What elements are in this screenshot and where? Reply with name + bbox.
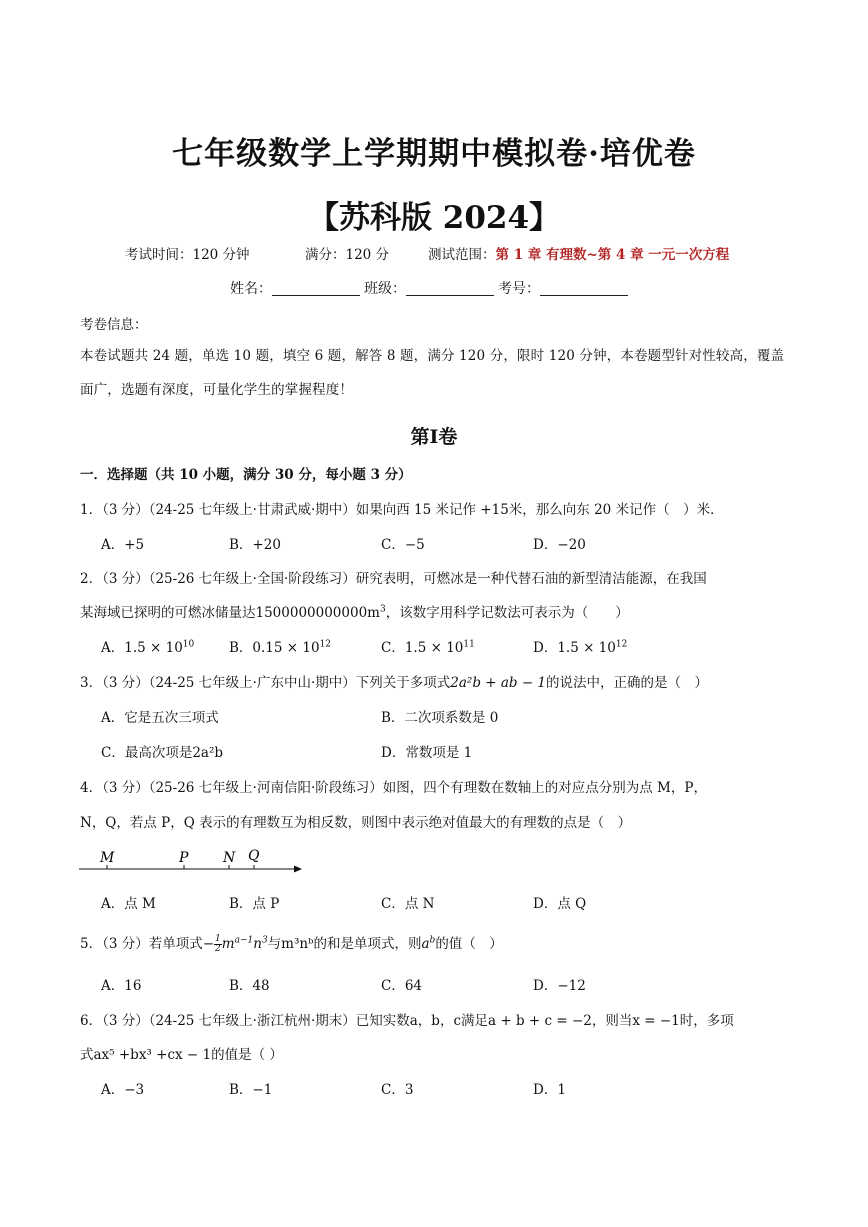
point-label-p: P — [179, 850, 189, 866]
section-heading: 一．选择题（共 10 小题，满分 30 分，每小题 3 分） — [80, 467, 412, 483]
question-3-stem: 3．（3 分）（24-25 七年级上·广东中山·期中）下列关于多项式2a²b + ab − 1的说法中，正确的是（ ） — [80, 675, 709, 691]
student-info-row — [230, 278, 632, 298]
name-field[interactable] — [272, 281, 360, 296]
name-label: 姓名： — [230, 281, 272, 297]
question-2-line1: 2．（3 分）（25-26 七年级上·全国·阶段练习）研究表明，可燃冰是一种代替石油的新型清洁能源，在我国 — [80, 571, 707, 587]
info-heading: 考卷信息： — [80, 317, 148, 333]
point-label-n: N — [223, 850, 236, 866]
q2-text-pre: 某海域已探明的可燃冰储量达1500000000000m — [80, 605, 380, 621]
question-6-line2: 式ax⁵ +bx³ +cx − 1的值是（ ） — [80, 1047, 283, 1063]
exam-range — [428, 243, 729, 263]
id-field[interactable] — [540, 281, 628, 296]
q5-option-c: C．64 — [381, 978, 423, 994]
point-label-m: M — [100, 850, 115, 866]
question-6-line1: 6．（3 分）（24-25 七年级上·浙江杭州·期末）已知实数a，b，c满足a + b + c = −2，则当x = −1时，多项 — [80, 1013, 734, 1029]
q3-option-c: C．最高次项是2a²b — [101, 745, 224, 761]
q4-option-d: D．点 Q — [533, 896, 587, 912]
q6-option-a: A．−3 — [101, 1082, 145, 1098]
q4-option-b: B．点 P — [229, 896, 280, 912]
q2-option-c: C．$1.5 \times 10^{11}$ — [381, 639, 475, 656]
q5-option-b: B．48 — [229, 978, 270, 994]
volume-heading: 第Ⅰ卷 — [410, 426, 458, 448]
page-title: 七年级数学上学期期中模拟卷·培优卷 — [172, 136, 696, 172]
class-field[interactable] — [406, 281, 494, 296]
number-line-arrow — [294, 866, 302, 873]
q3-option-a: A．它是五次三项式 — [101, 710, 219, 726]
exam-range-label: 测试范围： — [428, 247, 496, 263]
class-label: 班级： — [364, 281, 406, 297]
q5-option-d: D．−12 — [533, 978, 586, 994]
q3-option-d: D．常数项是 1 — [381, 745, 473, 761]
q2-option-a: A．$1.5 \times 10^{10}$ — [101, 639, 195, 656]
q6-option-c: C．3 — [381, 1082, 414, 1098]
q2-text-post: ，该数字用科学记数法可表示为（ ） — [385, 605, 629, 621]
q6-option-d: D．1 — [533, 1082, 566, 1098]
question-5-stem: 5．（3 分）若单项式− $\frac{1}{2}$ $m^{a-1}n^3$与m³nᵇ的和是单项式，则$a^b$的值（ ） — [80, 934, 503, 954]
q2-option-d: D．$1.5 \times 10^{12}$ — [533, 639, 628, 656]
exam-time: 考试时间：120 分钟 — [125, 247, 250, 263]
q1-option-a: A．+5 — [101, 537, 145, 553]
question-4-line2: N，Q，若点 P，Q 表示的有理数互为相反数，则图中表示绝对值最大的有理数的点是（ ） — [80, 815, 632, 831]
q5-power: $a^b$ — [421, 935, 436, 952]
number-line-figure — [76, 846, 308, 876]
q5-option-a: A．16 — [101, 978, 142, 994]
point-label-q: Q — [248, 848, 260, 864]
exam-score: 满分：120 分 — [305, 247, 390, 263]
q1-option-c: C．−5 — [381, 537, 425, 553]
q4-option-c: C．点 N — [381, 896, 435, 912]
page-subtitle: 【苏科版 2024】 — [307, 200, 561, 236]
question-1-stem: 1．（3 分）（24-25 七年级上·甘肃武威·期中）如果向西 15 米记作 +15米，那么向东 20 米记作（ ）米． — [80, 502, 724, 518]
question-4-line1: 4．（3 分）（25-26 七年级上·河南信阳·阶段练习）如图，四个有理数在数轴上的对应点分别为点 M，P， — [80, 780, 707, 796]
q5-monomial: − $\frac{1}{2}$ $m^{a-1}n^3$ — [202, 934, 268, 954]
id-label: 考号： — [498, 281, 540, 297]
q3-option-b: B．二次项系数是 0 — [381, 710, 499, 726]
q1-option-b: B．+20 — [229, 537, 281, 553]
q4-option-a: A．点 M — [101, 896, 156, 912]
q2-option-b: B．$0.15 \times 10^{12}$ — [229, 639, 332, 656]
q3-polynomial: 2a²b + ab − 1 — [450, 675, 547, 691]
q1-option-d: D．−20 — [533, 537, 586, 553]
info-body: 本卷试题共 24 题，单选 10 题，填空 6 题，解答 8 题，满分 120 分，限时 120 分钟，本卷题型针对性较高，覆盖面广，选题有深度，可量化学生的掌握程度！ — [80, 348, 785, 398]
exam-range-value: 第 1 章 有理数~第 4 章 一元一次方程 — [495, 247, 730, 263]
question-2-line2: 某海域已探明的可燃冰储量达$1500000000000m^3$，该数字用科学记数法可表示为（ ） — [80, 604, 629, 621]
q6-option-b: B．−1 — [229, 1082, 273, 1098]
